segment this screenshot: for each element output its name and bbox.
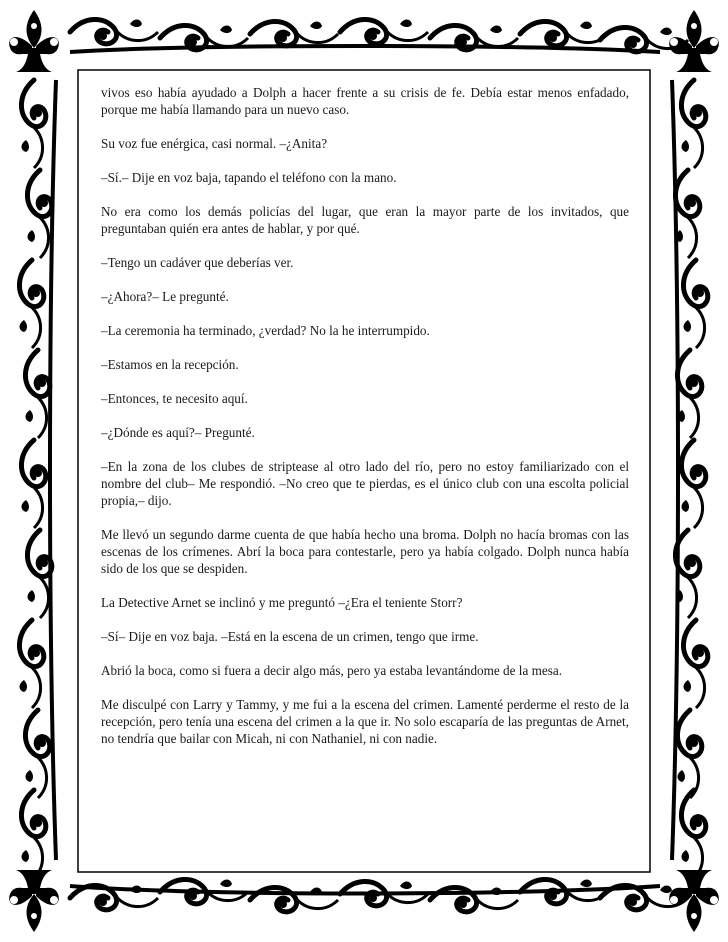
corner-ornament-top-left: [9, 10, 59, 72]
paragraph: –¿Dónde es aquí?– Pregunté.: [101, 425, 255, 440]
border-top: [70, 19, 688, 52]
paragraph: –En la zona de los clubes de striptease al otro lado del río, pero no estoy familiarizado con el nombre del club– Me respondió. –No creo que te pierdas, es el único club con una escolta policial propia,– dijo.: [101, 459, 629, 508]
paragraph: vivos eso había ayudado a Dolph a hacer frente a su crisis de fe. Debía estar menos enfadado, porque me había llamando para un nuevo caso.: [101, 85, 629, 117]
corner-ornament-bottom-left: [9, 870, 59, 932]
paragraph: No era como los demás policías del lugar, que eran la mayor parte de los invitados, que preguntaban quién era antes de hablar, y por qué.: [101, 204, 629, 236]
paragraph: –¿Ahora?– Le pregunté.: [101, 289, 229, 304]
page-body: [101, 84, 629, 764]
paragraph: Abrió la boca, como si fuera a decir algo más, pero ya estaba levantándome de la mesa.: [101, 663, 563, 678]
border-bottom: [70, 879, 688, 911]
paragraph: –La ceremonia ha terminado, ¿verdad? No la he interrumpido.: [101, 323, 430, 338]
paragraph: –Entonces, te necesito aquí.: [101, 391, 248, 406]
border-left: [19, 80, 56, 878]
paragraph: –Estamos en la recepción.: [101, 357, 239, 372]
corner-ornament-bottom-right: [669, 870, 719, 932]
paragraph: –Tengo un cadáver que deberías ver.: [101, 255, 294, 270]
paragraph: Me disculpé con Larry y Tammy, y me fui a la escena del crimen. Lamenté perderme el resto de la recepción, pero tenía una escena del crimen a la que ir. No solo escaparía de las preguntas de Arnet, no tendría que bailar con Micah, ni con Nathaniel, ni con nadie.: [101, 697, 629, 746]
paragraph: –Sí– Dije en voz baja. –Está en la escena de un crimen, tengo que irme.: [101, 629, 479, 644]
paragraph: Su voz fue enérgica, casi normal. –¿Anita?: [101, 136, 328, 151]
corner-ornament-top-right: [669, 10, 719, 72]
paragraph: Me llevó un segundo darme cuenta de que había hecho una broma. Dolph no hacía bromas con las escenas de los crímenes. Abrí la boca para contestarle, pero ya había colgado. Dolph nunca había sido de los que se despiden.: [101, 527, 629, 576]
paragraph: –Sí.– Dije en voz baja, tapando el teléfono con la mano.: [101, 170, 397, 185]
paragraph: La Detective Arnet se inclinó y me preguntó –¿Era el teniente Storr?: [101, 595, 463, 610]
border-right: [672, 80, 708, 878]
